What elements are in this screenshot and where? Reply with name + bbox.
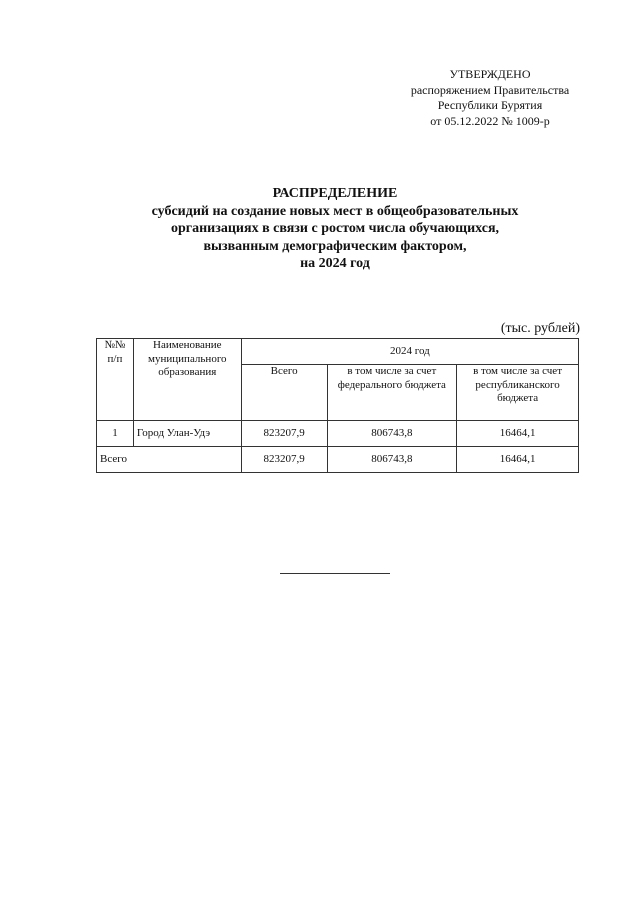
- units-label: (тыс. рублей): [500, 321, 580, 336]
- total-total: 823207,9: [241, 447, 327, 473]
- header-total: Всего: [241, 365, 327, 421]
- row-num: 1: [97, 421, 134, 447]
- row-name: Город Улан-Удэ: [133, 421, 241, 447]
- approval-block: [392, 67, 588, 129]
- row-republic: 16464,1: [457, 421, 579, 447]
- header-republic: в том числе за счет республиканского бюджета: [457, 365, 579, 421]
- total-label: Всего: [97, 447, 242, 473]
- header-name: Наименование муниципального образования: [133, 339, 241, 421]
- approval-line-4: от 05.12.2022 № 1009-р: [430, 113, 550, 128]
- header-federal: в том числе за счет федерального бюджета: [327, 365, 457, 421]
- approval-line-2: распоряжением Правительства: [410, 82, 570, 97]
- title-line-1: РАСПРЕДЕЛЕНИЕ: [272, 186, 398, 201]
- total-federal: 806743,8: [327, 447, 457, 473]
- header-num: №№ п/п: [97, 339, 134, 421]
- end-divider-line: [280, 573, 390, 574]
- title-line-2: субсидий на создание новых мест в общеобразовательных: [151, 203, 519, 219]
- header-year: 2024 год: [241, 339, 578, 365]
- distribution-table: [96, 338, 579, 473]
- total-republic: 16464,1: [457, 447, 579, 473]
- table-total-row: [97, 447, 579, 473]
- table-header-row-1: [97, 339, 579, 365]
- approval-line-1: УТВЕРЖДЕНО: [449, 67, 531, 81]
- title-line-3: организациях в связи с ростом числа обучающихся,: [170, 221, 500, 236]
- title-line-4: вызванным демографическим фактором,: [203, 238, 467, 254]
- document-title: [80, 185, 590, 273]
- approval-line-3: Республики Бурятия: [437, 98, 543, 112]
- row-total: 823207,9: [241, 421, 327, 447]
- title-line-5: на 2024 год: [300, 256, 370, 271]
- table-row: [97, 421, 579, 447]
- row-federal: 806743,8: [327, 421, 457, 447]
